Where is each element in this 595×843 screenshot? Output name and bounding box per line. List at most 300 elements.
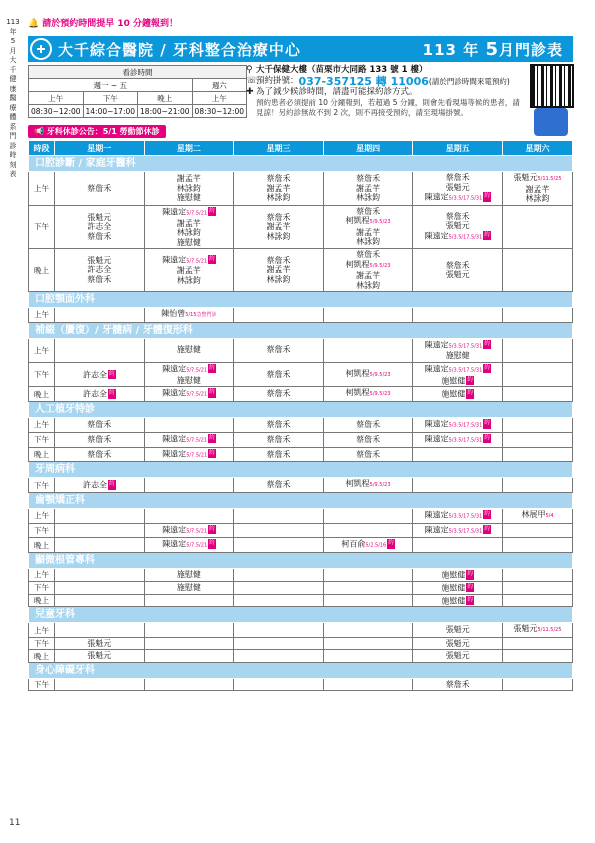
title-banner	[28, 36, 573, 62]
doctor-entry	[236, 174, 321, 184]
schedule-cell	[503, 418, 573, 433]
doctor-name: 施慰健	[445, 351, 470, 361]
schedule-cell	[144, 594, 234, 607]
phone-icon: ☏	[246, 76, 258, 86]
doctor-entry	[57, 435, 142, 445]
doctor-name: 蔡詹禾	[266, 434, 291, 444]
doctor-entry	[326, 193, 411, 203]
schedule-cell	[144, 569, 234, 582]
doctor-entry	[57, 256, 142, 266]
doctor-entry	[326, 435, 411, 445]
schedule-row	[29, 523, 573, 538]
date-note: 5/7.5/21	[186, 391, 208, 398]
doctor-name: 施慰健	[441, 570, 466, 580]
schedule-table	[28, 140, 573, 691]
appointment-badge: 約	[483, 419, 491, 429]
doctor-name: 林詠鈞	[176, 228, 201, 237]
doctor-entry	[147, 376, 232, 386]
header-cell: 星期一	[55, 141, 145, 156]
schedule-cell	[413, 478, 503, 493]
date-note: 5/3.5/17.5/31	[448, 422, 483, 429]
doctor-entry	[236, 370, 321, 380]
doctor-entry	[57, 639, 142, 649]
side-char: 刻	[9, 160, 17, 169]
doctor-name: 林詠鈞	[176, 183, 201, 193]
schedule-cell	[413, 623, 503, 638]
doctor-name: 陳遠定	[162, 448, 187, 458]
date-note: 5/15	[185, 312, 197, 318]
schedule-cell	[323, 594, 413, 607]
schedule-cell	[144, 478, 234, 493]
slot-label: 上午	[29, 418, 55, 433]
doctor-entry	[147, 228, 232, 238]
schedule-cell	[413, 581, 503, 594]
schedule-cell	[323, 362, 413, 387]
hours-time: 08:30~12:00	[192, 105, 247, 118]
schedule-cell	[55, 569, 145, 582]
doctor-entry	[236, 435, 321, 445]
schedule-cell	[413, 432, 503, 447]
doctor-name: 柯凱程	[345, 368, 370, 378]
hours-slot: 晚上	[138, 92, 193, 105]
schedule-cell	[323, 205, 413, 248]
schedule-cell	[55, 508, 145, 523]
slot-label: 晚上	[29, 387, 55, 402]
doctor-name: 蔡詹禾	[87, 274, 112, 284]
doctor-entry	[147, 345, 232, 355]
appointment-badge: 約	[208, 255, 216, 265]
appointment-badge: 約	[466, 570, 474, 580]
date-note: 5/3.5/17.5/31	[448, 527, 483, 534]
schedule-cell	[234, 387, 324, 402]
doctor-entry	[415, 376, 500, 386]
doctor-name: 張魁元	[513, 173, 538, 183]
appointment-badge: 約	[483, 434, 491, 444]
appointment-note: 預約患者必須提前 10 分鐘報到，若超過 5 分鐘，則會先看現場等候的患者，請見諒！另約診無故不到 2 次，則不再接受預約，請至現場掛號。	[256, 98, 520, 117]
schedule-row	[29, 623, 573, 638]
doctor-name: 蔡詹禾	[266, 369, 291, 379]
doctor-name: 施慰健	[176, 193, 201, 203]
hospital-logo-icon	[30, 38, 52, 60]
schedule-cell	[55, 637, 145, 650]
doctor-name: 許志全	[87, 222, 112, 232]
schedule-row	[29, 205, 573, 248]
hours-title: 看診時間	[29, 66, 247, 79]
schedule-cell	[413, 508, 503, 523]
schedule-cell	[234, 432, 324, 447]
doctor-entry	[147, 525, 232, 537]
doctor-name: 林詠鈞	[356, 193, 381, 203]
doctor-entry	[57, 450, 142, 460]
slot-label: 上午	[29, 308, 55, 323]
qr-code-icon[interactable]	[530, 64, 574, 108]
date-note: 5/3.5/17.5/31	[448, 342, 483, 349]
doctor-entry	[415, 583, 500, 593]
appointment-badge: 約	[208, 207, 216, 217]
schedule-cell	[503, 538, 573, 553]
hours-slot: 下午	[83, 92, 138, 105]
side-char: 診	[9, 141, 17, 150]
hours-slot: 上午	[192, 92, 247, 105]
schedule-cell	[413, 637, 503, 650]
doctor-name: 柯凱程	[345, 216, 370, 226]
schedule-cell	[413, 538, 503, 553]
schedule-cell	[323, 678, 413, 691]
doctor-name: 柯凱程	[345, 388, 370, 398]
schedule-cell	[55, 478, 145, 493]
schedule-cell	[55, 172, 145, 206]
phone-number[interactable]: 037-357125 轉 11006	[298, 75, 429, 88]
schedule-cell	[144, 508, 234, 523]
doctor-name: 陳遠定	[424, 419, 449, 429]
schedule-cell	[234, 249, 324, 292]
schedule-cell	[55, 581, 145, 594]
slot-label: 晚上	[29, 594, 55, 607]
plus-icon: ✚	[246, 87, 254, 97]
side-char: 時	[9, 151, 17, 159]
schedule-cell	[323, 308, 413, 323]
doctor-entry	[236, 345, 321, 355]
doctor-entry	[415, 680, 500, 690]
doctor-name: 林詠鈞	[525, 194, 550, 204]
doctor-name: 林詠鈞	[266, 231, 291, 241]
doctor-name: 謝孟芊	[356, 183, 381, 193]
appointment-badge: 約	[108, 389, 116, 399]
doctor-name: 張魁元	[87, 651, 112, 661]
doctor-name: 陳遠定	[424, 192, 449, 202]
schedule-cell	[503, 650, 573, 663]
doctor-entry	[236, 265, 321, 275]
holiday-notice	[28, 125, 166, 138]
doctor-entry	[415, 570, 500, 580]
side-char: 表	[9, 170, 17, 178]
schedule-cell	[144, 538, 234, 553]
header-cell: 星期五	[413, 141, 503, 156]
schedule-cell	[503, 594, 573, 607]
schedule-cell	[323, 418, 413, 433]
hours-slot: 上午	[29, 92, 84, 105]
doctor-name: 陳遠定	[162, 207, 187, 216]
schedule-cell	[144, 205, 234, 248]
doctor-entry	[236, 193, 321, 203]
doctor-entry	[505, 173, 570, 185]
appointment-badge: 約	[466, 376, 474, 386]
schedule-cell	[323, 478, 413, 493]
doctor-entry	[326, 388, 411, 400]
doctor-entry	[147, 570, 232, 580]
doctor-entry	[505, 510, 570, 522]
doctor-entry	[326, 228, 411, 238]
doctor-name: 柯凱程	[345, 479, 370, 489]
hours-time: 18:00~21:00	[138, 105, 193, 118]
doctor-name: 陳遠定	[424, 524, 449, 534]
schedule-cell	[503, 172, 573, 206]
doctor-entry	[415, 212, 500, 222]
doctor-entry	[415, 231, 500, 243]
doctor-name: 蔡詹禾	[445, 173, 470, 182]
schedule-cell	[323, 432, 413, 447]
doctor-name: 林展甲	[521, 509, 546, 519]
doctor-entry	[147, 449, 232, 461]
schedule-cell	[413, 308, 503, 323]
schedule-cell	[234, 523, 324, 538]
doctor-name: 蔡詹禾	[356, 434, 381, 444]
slot-label: 晚上	[29, 650, 55, 663]
section-title: 顯微根管專科	[29, 553, 573, 569]
date-note: 5/3.5/17.5/31	[448, 437, 483, 443]
date-note: 5/11.5/25	[537, 627, 562, 634]
schedule-cell	[234, 172, 324, 206]
schedule-cell	[144, 623, 234, 638]
side-char: 醫	[9, 94, 17, 102]
date-note: 5/7.5/21	[186, 527, 208, 534]
doctor-entry	[326, 271, 411, 281]
slot-label: 晚上	[29, 538, 55, 553]
schedule-cell	[234, 308, 324, 323]
appointment-badge: 約	[483, 525, 491, 535]
schedule-cell	[144, 432, 234, 447]
slot-label: 下午	[29, 478, 55, 493]
header-cell: 星期四	[323, 141, 413, 156]
doctor-entry	[415, 270, 500, 280]
doctor-entry	[415, 596, 500, 606]
appointment-badge: 約	[466, 596, 474, 606]
side-char: 門	[9, 132, 17, 140]
doctor-entry	[326, 539, 411, 551]
doctor-entry	[57, 370, 142, 380]
doctor-entry	[415, 525, 500, 537]
schedule-cell	[55, 338, 145, 362]
doctor-entry	[147, 388, 232, 400]
schedule-cell	[55, 205, 145, 248]
date-note: 5/7.5/21	[186, 437, 208, 443]
doctor-entry	[147, 193, 232, 203]
side-char: 5	[10, 37, 16, 45]
appointment-badge: 約	[208, 434, 216, 444]
doctor-entry	[57, 232, 142, 242]
doctor-entry	[147, 174, 232, 184]
doctor-name: 陳遠定	[162, 434, 187, 443]
schedule-cell	[413, 338, 503, 362]
schedule-cell	[234, 538, 324, 553]
schedule-cell	[234, 637, 324, 650]
appointment-badge: 約	[208, 364, 216, 374]
doctor-entry	[147, 184, 232, 194]
doctor-entry	[326, 281, 411, 291]
schedule-cell	[55, 523, 145, 538]
schedule-cell	[234, 678, 324, 691]
notice-banner	[28, 16, 178, 29]
schedule-cell	[144, 362, 234, 387]
doctor-entry	[505, 624, 570, 636]
doctor-name: 陳遠定	[424, 364, 449, 373]
appointment-badge: 約	[466, 389, 474, 399]
slot-label: 下午	[29, 362, 55, 387]
schedule-cell	[413, 387, 503, 402]
schedule-cell	[234, 362, 324, 387]
side-vertical-text	[5, 18, 21, 180]
doctor-name: 施慰健	[441, 583, 466, 592]
schedule-cell	[234, 581, 324, 594]
doctor-entry	[57, 651, 142, 661]
schedule-cell	[413, 447, 503, 462]
schedule-cell	[234, 569, 324, 582]
doctor-entry	[326, 216, 411, 228]
doctor-name: 蔡詹禾	[356, 250, 381, 259]
schedule-cell	[55, 678, 145, 691]
doctor-entry	[415, 261, 500, 271]
schedule-cell	[503, 678, 573, 691]
clinic-hours-table	[28, 65, 247, 118]
doctor-entry	[415, 183, 500, 193]
doctor-name: 林詠鈞	[266, 274, 291, 284]
doctor-name: 蔡詹禾	[266, 345, 291, 355]
schedule-cell	[413, 569, 503, 582]
date-note: 5/3.5/17.5/31	[448, 513, 483, 519]
phone-label: 預約掛號：	[256, 76, 299, 86]
schedule-cell	[55, 418, 145, 433]
schedule-cell	[144, 308, 234, 323]
doctor-entry	[236, 184, 321, 194]
schedule-cell	[413, 205, 503, 248]
doctor-entry	[326, 450, 411, 460]
header-cell: 星期二	[144, 141, 234, 156]
appointment-badge: 約	[108, 480, 116, 490]
doctor-entry	[326, 420, 411, 430]
schedule-cell	[413, 650, 503, 663]
doctor-entry	[147, 583, 232, 593]
slot-label: 上午	[29, 338, 55, 362]
doctor-name: 蔡詹禾	[356, 206, 381, 216]
doctor-name: 林詠鈞	[356, 280, 381, 290]
doctor-name: 蔡詹禾	[445, 211, 470, 221]
date-note: 5/9.5/23	[369, 391, 391, 398]
hours-time: 08:30~12:00	[29, 105, 84, 118]
doctor-name: 陳遠定	[162, 524, 187, 534]
date-note: 5/7.5/21	[186, 210, 208, 216]
date-note: 急整門診	[196, 312, 217, 318]
doctor-entry	[147, 309, 232, 321]
appointment-badge: 約	[108, 370, 116, 380]
doctor-entry	[415, 625, 500, 635]
doctor-name: 蔡詹禾	[356, 449, 381, 459]
doctor-name: 張魁元	[87, 212, 112, 222]
schedule-cell	[234, 478, 324, 493]
side-char: 大	[9, 56, 17, 64]
appointment-badge: 約	[483, 510, 491, 520]
doctor-entry	[147, 364, 232, 376]
schedule-cell	[413, 678, 503, 691]
doctor-name: 陳遠定	[162, 254, 187, 264]
notice-text: 請於預約時間提早 10 分鐘報到！	[42, 19, 179, 29]
doctor-entry	[415, 389, 500, 399]
schedule-cell	[55, 594, 145, 607]
doctor-entry	[57, 213, 142, 223]
doctor-entry	[147, 238, 232, 248]
doctor-entry	[236, 389, 321, 399]
doctor-name: 陳遠定	[424, 510, 449, 519]
doctor-entry	[415, 173, 500, 183]
doctor-name: 謝孟芊	[356, 227, 381, 237]
doctor-entry	[236, 450, 321, 460]
contact-info	[246, 65, 524, 117]
doctor-name: 蔡詹禾	[266, 420, 291, 430]
schedule-cell	[323, 637, 413, 650]
doctor-name: 張魁元	[445, 221, 470, 230]
schedule-cell	[503, 205, 573, 248]
schedule-cell	[55, 362, 145, 387]
schedule-row	[29, 338, 573, 362]
doctor-entry	[326, 174, 411, 184]
schedule-cell	[413, 594, 503, 607]
schedule-cell	[323, 172, 413, 206]
schedule-cell	[323, 249, 413, 292]
schedule-cell	[234, 205, 324, 248]
schedule-cell	[323, 569, 413, 582]
date-note: 5/7.5/21	[186, 542, 208, 549]
schedule-cell	[234, 338, 324, 362]
date-note: 5/4	[545, 512, 554, 519]
schedule-cell	[413, 249, 503, 292]
doctor-name: 謝孟芊	[266, 183, 291, 193]
schedule-cell	[144, 249, 234, 292]
side-char: 年	[9, 27, 17, 36]
header-cell: 星期六	[503, 141, 573, 156]
app-icon[interactable]	[534, 108, 568, 136]
doctor-entry	[326, 369, 411, 381]
doctor-name: 蔡詹禾	[87, 449, 112, 459]
doctor-name: 蔡詹禾	[87, 434, 112, 444]
appointment-badge: 約	[483, 192, 491, 202]
doctor-entry	[236, 213, 321, 223]
schedule-cell	[413, 418, 503, 433]
schedule-cell	[144, 523, 234, 538]
address: 大千保健大樓（苗栗市大同路 133 號 1 樓）	[256, 65, 428, 75]
appointment-badge: 約	[483, 340, 491, 350]
doctor-entry	[57, 420, 142, 430]
doctor-name: 柯百俞	[341, 539, 366, 549]
schedule-cell	[55, 623, 145, 638]
doctor-entry	[326, 479, 411, 491]
appointment-badge: 約	[208, 539, 216, 549]
doctor-name: 林詠鈞	[266, 193, 291, 203]
doctor-name: 陳怡曾	[161, 309, 186, 318]
side-char: 體	[9, 113, 17, 121]
doctor-name: 張魁元	[87, 638, 112, 648]
doctor-entry	[147, 276, 232, 286]
schedule-row	[29, 418, 573, 433]
side-char: 療	[9, 103, 17, 112]
doctor-entry	[147, 219, 232, 229]
schedule-cell	[503, 362, 573, 387]
date-note: 5/9.5/23	[369, 371, 391, 378]
schedule-row	[29, 637, 573, 650]
schedule-cell	[413, 523, 503, 538]
doctor-entry	[326, 184, 411, 194]
doctor-name: 蔡詹禾	[356, 420, 381, 430]
doctor-name: 施慰健	[176, 237, 201, 247]
doctor-name: 陳遠定	[424, 230, 449, 240]
schedule-cell	[144, 447, 234, 462]
schedule-cell	[144, 650, 234, 663]
doctor-name: 蔡詹禾	[445, 679, 470, 689]
schedule-cell	[55, 432, 145, 447]
doctor-name: 施慰健	[441, 375, 466, 385]
doctor-entry	[57, 389, 142, 399]
doctor-name: 陳遠定	[162, 364, 187, 374]
section-title: 齒顎矯正科	[29, 492, 573, 508]
date-note: 5/2.5/16	[365, 542, 387, 549]
